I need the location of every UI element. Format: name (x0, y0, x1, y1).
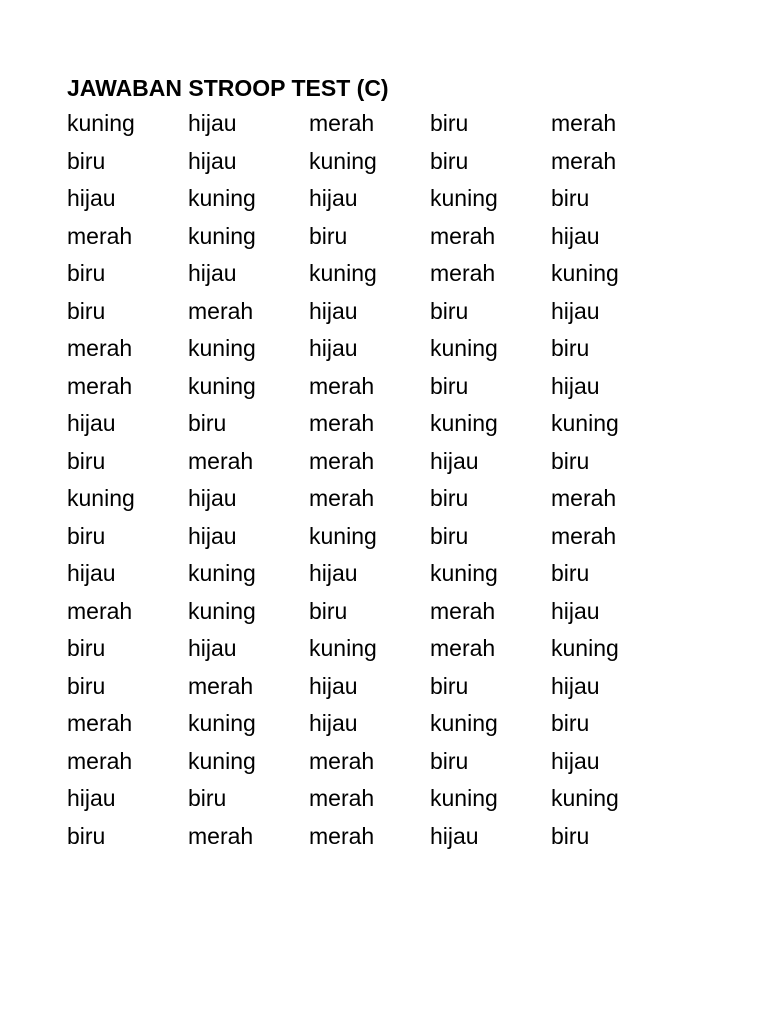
answer-cell: biru (67, 635, 106, 661)
answer-cell: hijau (309, 710, 358, 736)
answer-cell: hijau (551, 672, 600, 699)
answer-cell: merah (430, 260, 496, 286)
answer-cell: kuning (188, 335, 256, 361)
answer-cell: biru (67, 822, 106, 849)
answer-cell: kuning (188, 560, 256, 586)
answer-cell: hijau (67, 785, 116, 811)
answer-cell: biru (430, 147, 469, 174)
answer-grid (67, 105, 707, 855)
answer-cell: kuning (309, 635, 377, 661)
answer-cell: hijau (188, 635, 237, 661)
answer-cell: merah (309, 372, 375, 399)
answer-cell: merah (309, 785, 375, 811)
answer-row (67, 818, 707, 856)
answer-row (67, 143, 707, 181)
answer-cell: kuning (551, 410, 619, 436)
answer-cell: merah (188, 297, 254, 324)
answer-cell: hijau (551, 747, 600, 774)
answer-cell: kuning (188, 597, 256, 624)
answer-cell: biru (67, 522, 106, 549)
answer-cell: hijau (188, 147, 237, 174)
answer-cell: kuning (188, 747, 256, 774)
answer-cell: merah (67, 222, 133, 249)
answer-cell: biru (67, 147, 106, 174)
answer-row (67, 368, 707, 406)
answer-row (67, 668, 707, 706)
answer-row (67, 105, 707, 143)
answer-cell: biru (67, 447, 106, 474)
answer-cell: biru (430, 747, 469, 774)
answer-row (67, 180, 707, 218)
answer-cell: hijau (551, 597, 600, 624)
answer-row (67, 593, 707, 631)
answer-row (67, 480, 707, 518)
answer-cell: biru (67, 672, 106, 699)
answer-row (67, 405, 707, 443)
answer-cell: kuning (430, 335, 498, 361)
answer-cell: merah (67, 747, 133, 774)
answer-cell: merah (551, 110, 617, 136)
answer-cell: biru (67, 260, 106, 286)
answer-cell: merah (551, 485, 617, 511)
answer-cell: kuning (430, 185, 498, 211)
answer-cell: merah (188, 672, 254, 699)
answer-cell: hijau (309, 297, 358, 324)
answer-cell: merah (67, 597, 133, 624)
answer-cell: biru (551, 710, 590, 736)
answer-cell: hijau (309, 335, 358, 361)
answer-row (67, 780, 707, 818)
answer-cell: kuning (188, 222, 256, 249)
answer-row (67, 555, 707, 593)
answer-cell: biru (309, 222, 348, 249)
answer-cell: merah (309, 110, 375, 136)
answer-cell: kuning (430, 710, 498, 736)
answer-row (67, 630, 707, 668)
answer-cell: biru (551, 560, 590, 586)
answer-cell: kuning (551, 785, 619, 811)
answer-cell: kuning (309, 260, 377, 286)
answer-cell: merah (309, 447, 375, 474)
answer-row (67, 218, 707, 256)
answer-cell: merah (430, 635, 496, 661)
answer-cell: merah (67, 372, 133, 399)
answer-cell: hijau (309, 560, 358, 586)
answer-cell: hijau (551, 297, 600, 324)
answer-row (67, 705, 707, 743)
answer-cell: hijau (188, 485, 237, 511)
answer-cell: hijau (67, 185, 116, 211)
answer-cell: hijau (67, 410, 116, 436)
answer-cell: merah (188, 447, 254, 474)
answer-cell: biru (430, 522, 469, 549)
answer-cell: merah (67, 335, 133, 361)
answer-cell: hijau (430, 447, 479, 474)
answer-cell: merah (309, 485, 375, 511)
document-page (67, 71, 707, 855)
answer-cell: kuning (188, 185, 256, 211)
answer-cell: kuning (188, 372, 256, 399)
answer-cell: kuning (430, 410, 498, 436)
answer-cell: kuning (188, 710, 256, 736)
answer-cell: kuning (67, 110, 135, 136)
answer-cell: biru (430, 485, 469, 511)
answer-cell: merah (309, 410, 375, 436)
answer-cell: merah (430, 597, 496, 624)
answer-cell: kuning (551, 260, 619, 286)
answer-cell: biru (551, 822, 590, 849)
answer-cell: kuning (309, 147, 377, 174)
answer-cell: merah (551, 522, 617, 549)
answer-cell: biru (430, 297, 469, 324)
answer-cell: hijau (188, 260, 237, 286)
answer-cell: biru (430, 110, 469, 136)
answer-cell: biru (188, 410, 227, 436)
answer-row (67, 743, 707, 781)
answer-cell: kuning (551, 635, 619, 661)
answer-cell: biru (309, 597, 348, 624)
answer-cell: merah (430, 222, 496, 249)
answer-cell: hijau (67, 560, 116, 586)
answer-cell: biru (430, 672, 469, 699)
answer-cell: merah (551, 147, 617, 174)
answer-cell: kuning (309, 522, 377, 549)
answer-cell: biru (188, 785, 227, 811)
answer-row (67, 293, 707, 331)
answer-cell: hijau (188, 522, 237, 549)
answer-cell: biru (67, 297, 106, 324)
answer-cell: hijau (551, 372, 600, 399)
answer-row (67, 518, 707, 556)
answer-row (67, 255, 707, 293)
answer-cell: hijau (188, 110, 237, 136)
answer-cell: hijau (551, 222, 600, 249)
answer-cell: kuning (430, 785, 498, 811)
answer-row (67, 443, 707, 481)
answer-cell: hijau (309, 672, 358, 699)
answer-cell: merah (188, 822, 254, 849)
answer-cell: hijau (430, 822, 479, 849)
answer-cell: biru (551, 447, 590, 474)
answer-row (67, 330, 707, 368)
answer-cell: merah (309, 822, 375, 849)
answer-cell: biru (430, 372, 469, 399)
answer-cell: merah (67, 710, 133, 736)
answer-cell: kuning (67, 485, 135, 511)
answer-cell: kuning (430, 560, 498, 586)
answer-cell: hijau (309, 185, 358, 211)
answer-cell: biru (551, 335, 590, 361)
answer-cell: biru (551, 185, 590, 211)
answer-cell: merah (309, 747, 375, 774)
document-title: JAWABAN STROOP TEST (C) (67, 75, 389, 101)
